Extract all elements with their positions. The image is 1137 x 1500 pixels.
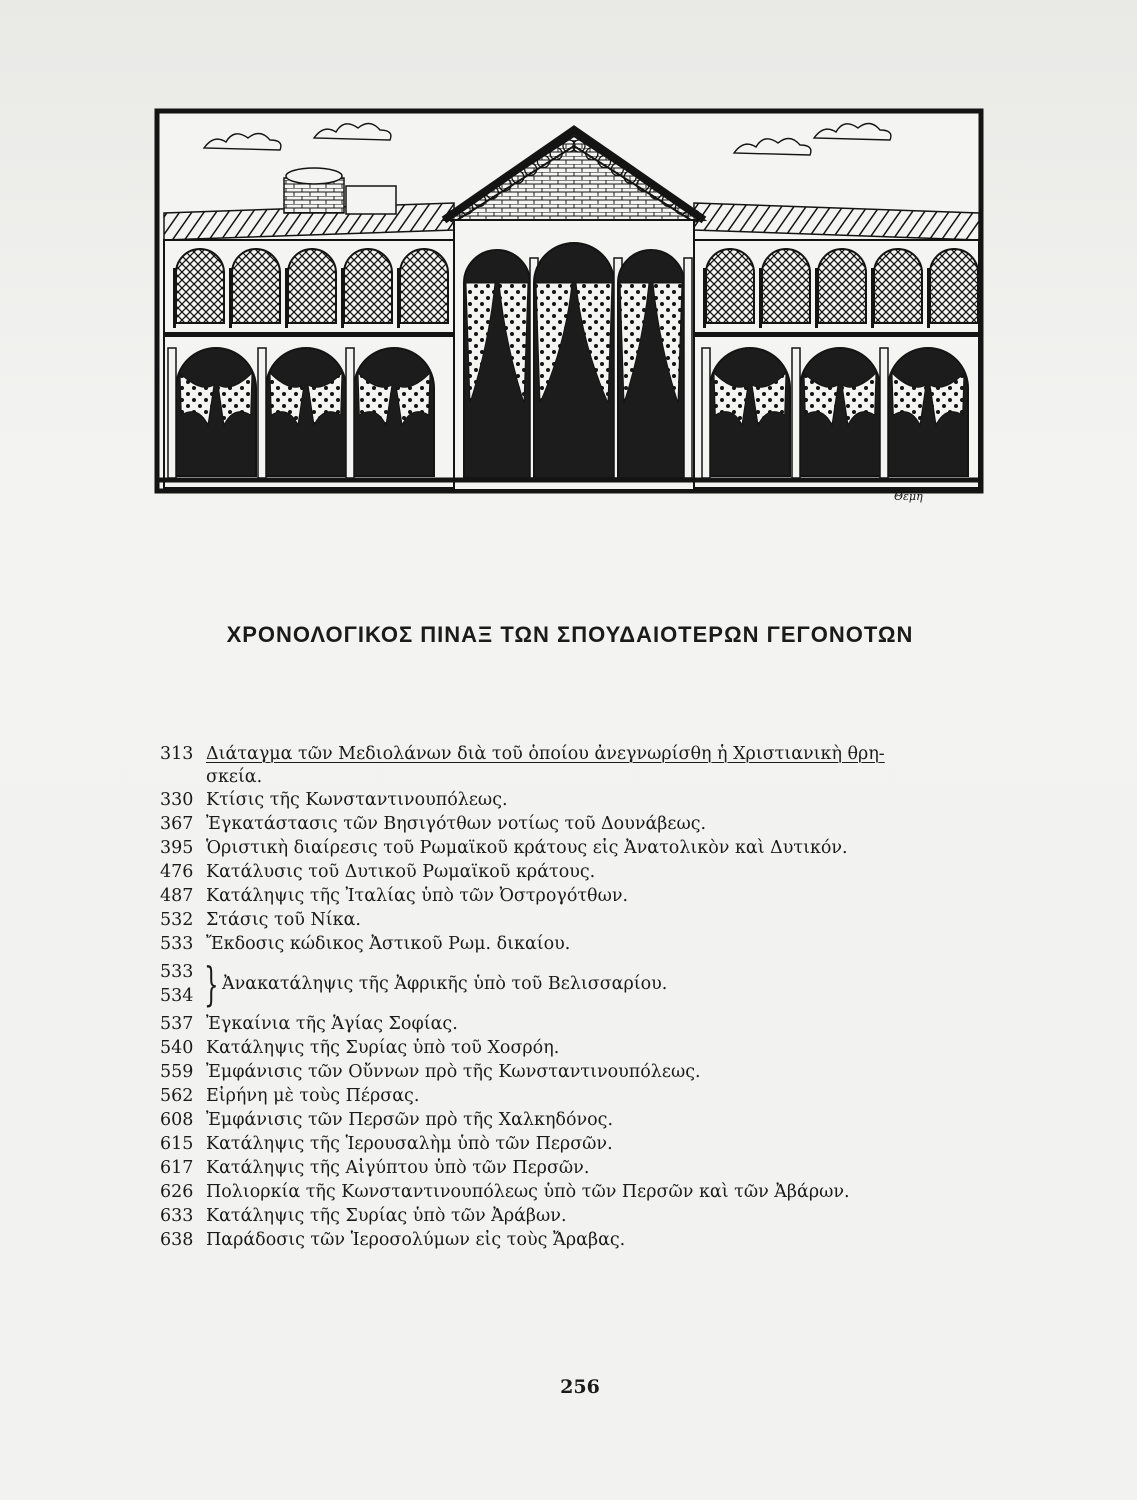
window-column xyxy=(173,268,176,328)
event-row-395 xyxy=(160,836,990,860)
illustration-signature: Θέμη xyxy=(894,490,923,503)
event-row-540 xyxy=(160,1036,990,1060)
event-text: Ἐμφάνισις τῶν Περσῶν πρὸ τῆς Χαλκηδόνος. xyxy=(206,1110,614,1130)
event-year: 540 xyxy=(160,1038,194,1058)
range-year-start: 533 xyxy=(160,962,194,982)
event-row-367 xyxy=(160,812,990,836)
event-row-615 xyxy=(160,1132,990,1156)
event-text: Παράδοσις τῶν Ἱεροσολύμων εἰς τοὺς Ἄραβας. xyxy=(206,1230,626,1250)
event-continuation: σκεία. xyxy=(206,767,263,787)
lattice-window xyxy=(762,249,810,323)
arcade-column xyxy=(792,348,800,478)
window-column xyxy=(397,268,400,328)
event-row-532 xyxy=(160,908,990,932)
event-row-608 xyxy=(160,1108,990,1132)
event-year: 626 xyxy=(160,1182,194,1202)
event-year: 367 xyxy=(160,814,194,834)
event-year: 395 xyxy=(160,838,194,858)
event-row-537 xyxy=(160,1012,990,1036)
event-year: 476 xyxy=(160,862,194,882)
event-text: Κατάληψις τῆς Αἰγύπτου ὑπὸ τῶν Περσῶν. xyxy=(206,1158,590,1178)
event-text: Κατάληψις τῆς Συρίας ὑπὸ τῶν Ἀράβων. xyxy=(206,1206,567,1226)
window-column xyxy=(927,268,930,328)
event-text: Κατάληψις τῆς Συρίας ὑπὸ τοῦ Χοσρόη. xyxy=(206,1038,560,1058)
event-year: 537 xyxy=(160,1014,194,1034)
event-year: 633 xyxy=(160,1206,194,1226)
event-year: 615 xyxy=(160,1134,194,1154)
window-column xyxy=(341,268,344,328)
event-year: 313 xyxy=(160,744,194,764)
event-year: 559 xyxy=(160,1062,194,1082)
window-column xyxy=(815,268,818,328)
event-row-626 xyxy=(160,1180,990,1204)
event-year: 562 xyxy=(160,1086,194,1106)
lattice-window xyxy=(288,249,336,323)
event-text: Ἀνακατάληψις τῆς Ἀφρικῆς ὑπὸ τοῦ Βελισσαρίου. xyxy=(222,974,668,994)
event-text: Κατάληψις τῆς Ἰταλίας ὑπὸ τῶν Ὀστρογότθων. xyxy=(206,886,629,906)
event-year: 330 xyxy=(160,790,194,810)
event-row-313 xyxy=(160,742,990,766)
page-number: 256 xyxy=(560,1376,600,1398)
arcade-column xyxy=(702,348,710,478)
window-column xyxy=(871,268,874,328)
event-row-476 xyxy=(160,860,990,884)
curly-brace-icon: } xyxy=(204,957,219,1011)
page-title: ΧΡΟΝΟΛΟΓΙΚΟΣ ΠΙΝΑΞ ΤΩΝ ΣΠΟΥΔΑΙΟΤΕΡΩΝ ΓΕΓΟΝΟΤΩΝ xyxy=(226,622,914,647)
lattice-window xyxy=(874,249,922,323)
lattice-window xyxy=(344,249,392,323)
lattice-window xyxy=(706,249,754,323)
event-range-533-534 xyxy=(160,956,990,1012)
arcade-column xyxy=(880,348,888,478)
event-year: 608 xyxy=(160,1110,194,1130)
range-years xyxy=(160,960,198,1008)
lattice-window xyxy=(232,249,280,323)
lattice-window xyxy=(176,249,224,323)
lattice-window xyxy=(930,249,978,323)
arcade-column xyxy=(258,348,266,478)
window-column xyxy=(703,268,706,328)
byzantine-arcade-illustration xyxy=(154,108,984,510)
event-row-638 xyxy=(160,1228,990,1252)
event-text: Διάταγμα τῶν Μεδιολάνων διὰ τοῦ ὁποίου ἀνεγνωρίσθη ἡ Χριστιανικὴ θρη- xyxy=(206,744,885,764)
arcade-column xyxy=(168,348,176,478)
window-column xyxy=(285,268,288,328)
event-row-330 xyxy=(160,788,990,812)
arcade-column xyxy=(346,348,354,478)
central-column xyxy=(684,258,692,478)
range-year-end: 534 xyxy=(160,986,194,1006)
event-row-533 xyxy=(160,932,990,956)
event-text: Κατάληψις τῆς Ἱερουσαλὴμ ὑπὸ τῶν Περσῶν. xyxy=(206,1134,613,1154)
lattice-window xyxy=(818,249,866,323)
window-column xyxy=(759,268,762,328)
event-row-559 xyxy=(160,1060,990,1084)
event-text: Κτίσις τῆς Κωνσταντινουπόλεως. xyxy=(206,790,508,810)
event-row-487 xyxy=(160,884,990,908)
window-column xyxy=(229,268,232,328)
event-year: 617 xyxy=(160,1158,194,1178)
event-text: Εἰρήνη μὲ τοὺς Πέρσας. xyxy=(206,1086,420,1106)
event-text: Ἐγκατάστασις τῶν Βησιγότθων νοτίως τοῦ Δουνάβεως. xyxy=(206,814,707,834)
event-text: Ἐμφάνισις τῶν Οὔννων πρὸ τῆς Κωνσταντινουπόλεως. xyxy=(206,1062,701,1082)
event-row-633 xyxy=(160,1204,990,1228)
event-text: Κατάλυσις τοῦ Δυτικοῦ Ρωμαϊκοῦ κράτους. xyxy=(206,862,596,882)
event-text: Ὁριστικὴ διαίρεσις τοῦ Ρωμαϊκοῦ κράτους εἰς Ἀνατολικὸν καὶ Δυτικόν. xyxy=(206,838,848,858)
event-year: 487 xyxy=(160,886,194,906)
event-text: Πολιορκία τῆς Κωνσταντινουπόλεως ὑπὸ τῶν Περσῶν καὶ τῶν Ἀβάρων. xyxy=(206,1182,850,1202)
event-text: Στάσις τοῦ Νίκα. xyxy=(206,910,361,930)
event-text: Ἔκδοσις κώδικος Ἀστικοῦ Ρωμ. δικαίου. xyxy=(206,934,571,954)
event-row-617 xyxy=(160,1156,990,1180)
chronology-list xyxy=(160,742,990,1252)
event-year: 532 xyxy=(160,910,194,930)
event-row-562 xyxy=(160,1084,990,1108)
event-year: 638 xyxy=(160,1230,194,1250)
arcade-drawing xyxy=(154,108,984,510)
lattice-window xyxy=(400,249,448,323)
event-text: Ἐγκαίνια τῆς Ἁγίας Σοφίας. xyxy=(206,1014,458,1034)
event-year: 533 xyxy=(160,934,194,954)
